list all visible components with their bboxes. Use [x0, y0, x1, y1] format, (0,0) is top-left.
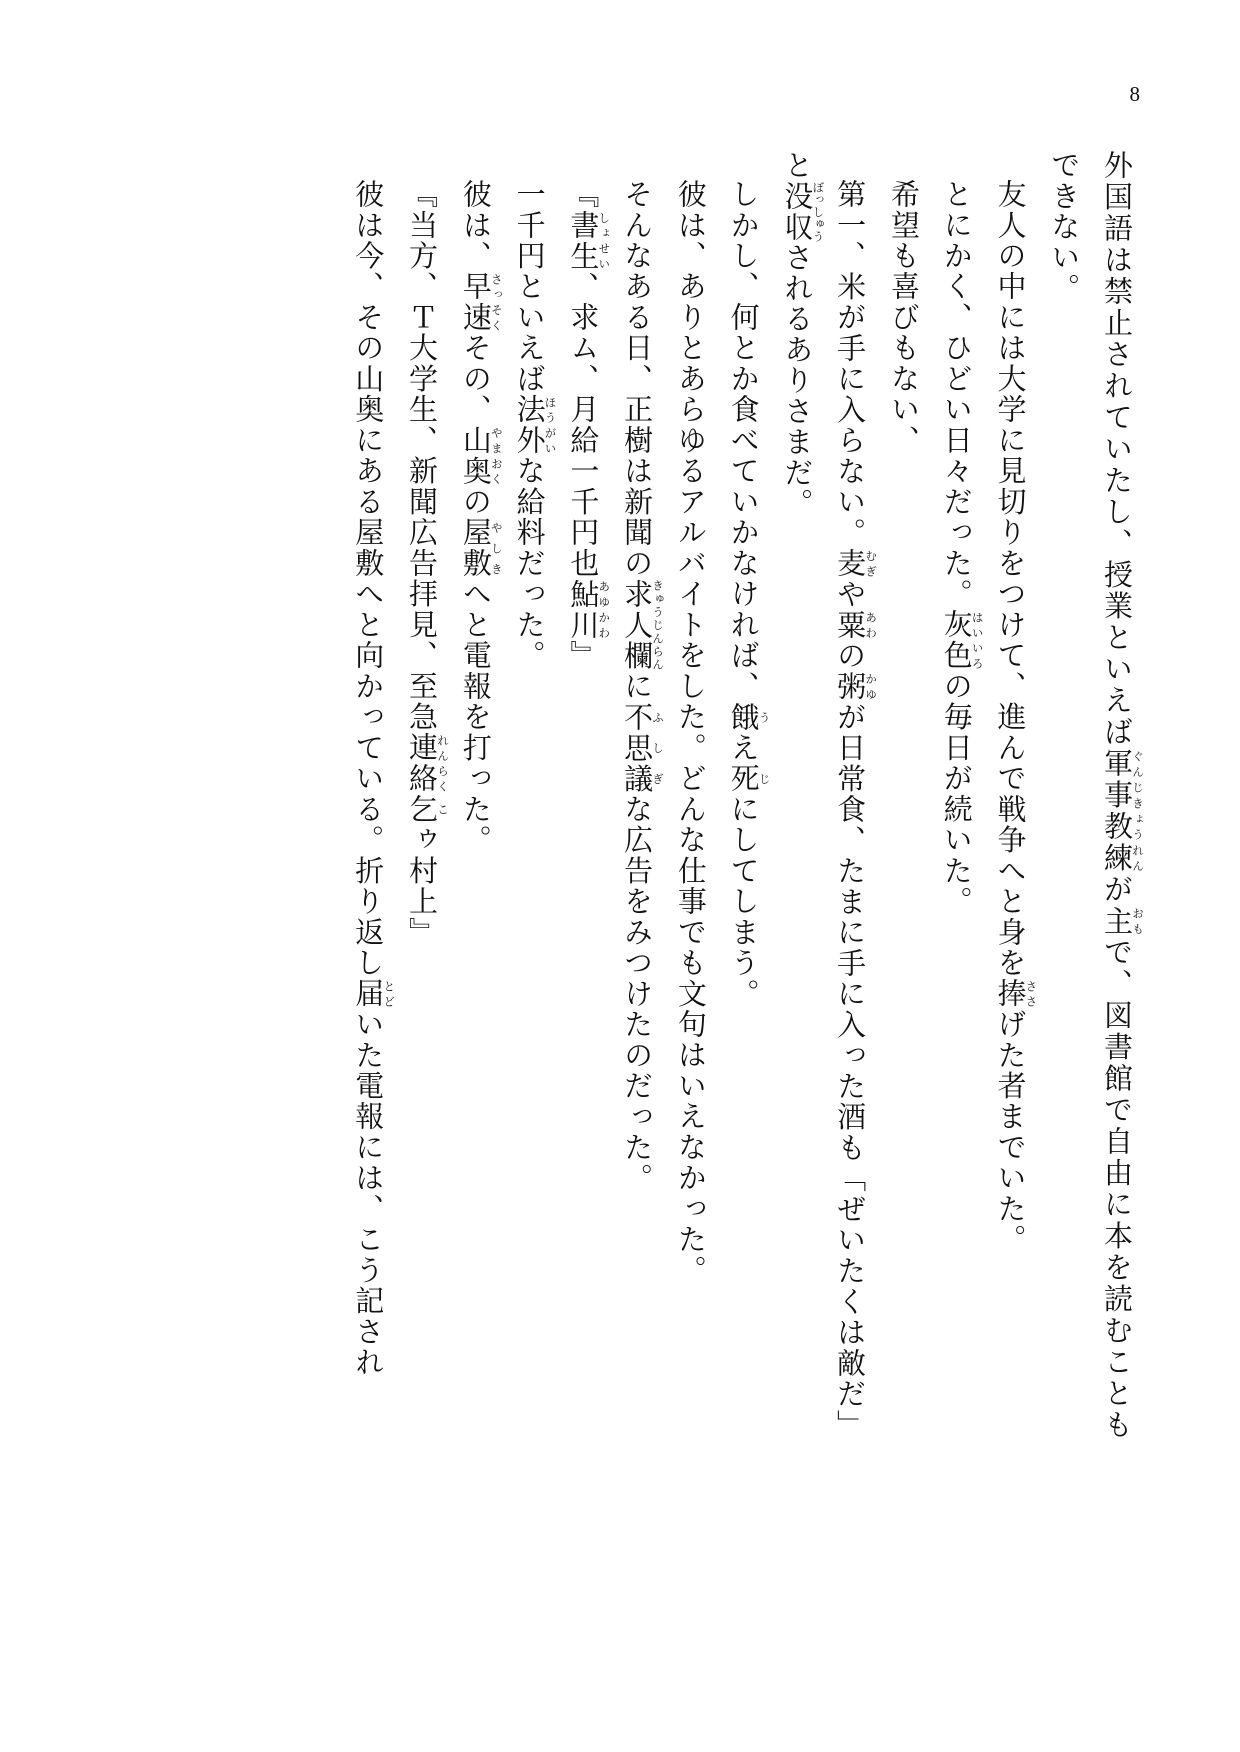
paragraph: 希望も喜びもない、: [886, 179, 921, 456]
ruby-bosshuu: 没収ぼっしゅう: [780, 180, 826, 243]
ruby-omo: 主おも: [1100, 905, 1145, 938]
ruby-u: 餓う: [726, 701, 772, 733]
paragraph: 『書生しょせい、求ム、月給一千円也鮎川あゆかわ』: [566, 179, 612, 671]
ruby-fushigi: 不思議ふしぎ: [620, 701, 666, 794]
ruby-sasa: 捧ささ: [993, 978, 1039, 1009]
ruby-todo: 届とど: [351, 978, 397, 1009]
ruby-yamaoku: 山奥やまおく: [458, 424, 504, 487]
paragraph: 第一、米が手に入らない。麦むぎや粟あわの粥かゆが日常食、たまに手に入った酒も「ぜいたくは敵だ」と没収ぼっしゅうされるありさまだ。: [780, 150, 879, 1440]
paragraph: 一千円といえば法外ほうがいな給料だった。: [512, 179, 558, 671]
paragraph: 彼は今、その山奥にある屋敷へと向かっている。折り返し届とどいた電報には、こう記され: [351, 179, 397, 1378]
paragraph: しかし、何とか食べていかなければ、餓うえ死じにしてしまう。: [726, 179, 772, 1010]
paragraph: そんなある日、正樹は新聞の求人欄きゅうじんらんに不思議ふしぎな広告をみつけたのだった。: [620, 179, 666, 1194]
ruby-ji: 死じ: [726, 763, 772, 794]
ruby-awa: 粟あわ: [833, 609, 879, 641]
ruby-renraku: 連絡れんらく: [405, 732, 451, 794]
ruby-kyuujinran: 求人欄きゅうじんらん: [620, 578, 666, 671]
paragraph: 彼は、ありとあらゆるアルバイトをした。どんな仕事でも文句はいえなかった。: [673, 179, 708, 1286]
ruby-shosei: 書生しょせい: [566, 209, 612, 272]
ruby-yashiki: 屋敷やしき: [458, 517, 504, 579]
paragraph: とにかく、ひどい日々だった。灰色はいいろの毎日が続いた。: [939, 179, 985, 917]
ruby-gunjikyouren: 軍事教練ぐんじきょうれん: [1100, 748, 1145, 875]
paragraph: 外国語は禁止されていたし、授業といえば軍事教練ぐんじきょうれんが主おもで、図書館で自由に本を読むこともできない。: [1047, 150, 1145, 1440]
ruby-kayu: 粥かゆ: [833, 671, 879, 702]
ruby-ayukawa: 鮎川あゆかわ: [566, 578, 612, 641]
ruby-mugi: 麦むぎ: [833, 548, 879, 579]
ruby-sassoku: 早速さっそく: [458, 271, 504, 333]
ruby-hougai: 法外ほうがい: [512, 394, 558, 456]
paragraph: 彼は、早速さっそくその、山奥やまおくの屋敷やしきへと電報を打った。: [458, 179, 504, 856]
ruby-haiiro: 灰色はいいろ: [939, 609, 985, 671]
paragraph: 『当方、Ｔ大学生、新聞広告拝見、至急連絡れんらく乞こゥ村上』: [405, 179, 451, 948]
ruby-ko: 乞こ: [405, 793, 451, 825]
body-text-vertical: [264, 150, 1144, 1440]
paragraph: 友人の中には大学に見切りをつけて、進んで戦争へと身を捧ささげた者までいた。: [993, 179, 1039, 1255]
page-number: 8: [1129, 82, 1140, 106]
